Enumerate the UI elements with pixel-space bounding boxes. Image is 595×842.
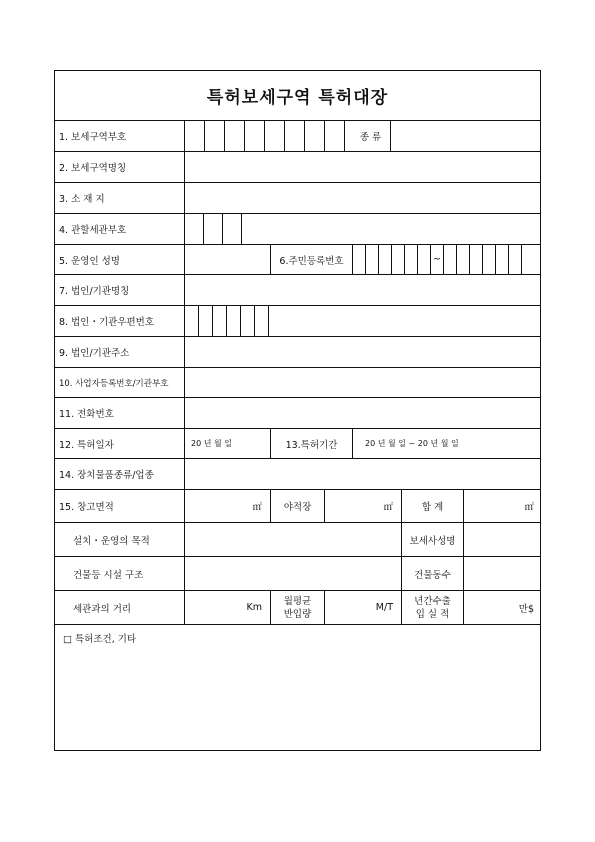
label-bonded-area-name: 2. 보세구역명칭 [55, 152, 185, 182]
patent-register-form [54, 70, 541, 751]
resident-number-box[interactable] [379, 245, 392, 274]
label-phone: 11. 전화번호 [55, 398, 185, 428]
label-location: 3. 소 재 지 [55, 183, 185, 213]
row-corp-postal [55, 306, 540, 337]
label-operator-name: 5. 운영인 성명 [55, 245, 185, 274]
resident-number-separator: ~ [431, 245, 444, 274]
operator-name-field[interactable] [185, 245, 271, 274]
row-purpose [55, 523, 540, 557]
patent-period-field[interactable]: 20 년 월 일 ~ 20 년 월 일 [365, 439, 459, 448]
label-bonded-area-code: 1. 보세구역부호 [55, 121, 185, 151]
code-box[interactable] [205, 121, 225, 151]
label-structure: 건물등 시설 구조 [55, 557, 185, 590]
resident-number-box[interactable] [483, 245, 496, 274]
label-annual-trade [402, 591, 464, 624]
resident-number-box[interactable] [405, 245, 418, 274]
resident-number-box[interactable] [522, 245, 542, 274]
bonded-area-name-field[interactable] [185, 152, 542, 182]
label-yard: 야적장 [271, 490, 325, 522]
code-box[interactable] [325, 121, 345, 151]
goods-type-field[interactable] [185, 459, 542, 489]
resident-number-box[interactable] [496, 245, 509, 274]
label-monthly-inbound [271, 591, 325, 624]
row-corp-name [55, 275, 540, 306]
postal-code-box[interactable] [199, 306, 213, 336]
customs-code-box[interactable] [223, 214, 242, 244]
business-number-field[interactable] [185, 368, 542, 397]
label-monthly-line1: 월평균 [283, 595, 312, 607]
row-structure [55, 557, 540, 591]
row-phone [55, 398, 540, 429]
bonded-officer-field[interactable] [464, 523, 542, 556]
label-resident-number: 6.주민등록번호 [271, 245, 353, 274]
label-corp-name: 7. 법인/기관명칭 [55, 275, 185, 305]
yard-area-field[interactable]: ㎡ [325, 490, 402, 522]
purpose-field[interactable] [185, 523, 402, 556]
distance-field[interactable]: Km [185, 591, 271, 624]
resident-number-box[interactable] [457, 245, 470, 274]
resident-number-box[interactable] [509, 245, 522, 274]
label-building-count: 건물동수 [402, 557, 464, 590]
label-customs-code: 4. 관할세관부호 [55, 214, 185, 244]
row-corp-address [55, 337, 540, 368]
code-box[interactable] [285, 121, 305, 151]
building-count-field[interactable] [464, 557, 542, 590]
resident-number-box[interactable] [353, 245, 366, 274]
label-purpose: 설치・운영의 목적 [55, 523, 185, 556]
code-box[interactable] [305, 121, 325, 151]
code-box[interactable] [245, 121, 265, 151]
row-patent-date [55, 429, 540, 459]
corp-name-field[interactable] [185, 275, 542, 305]
label-monthly-line2: 반입량 [283, 608, 312, 620]
label-annual-line1: 년간수출 [414, 595, 451, 607]
postal-code-box[interactable] [241, 306, 255, 336]
label-distance: 세관과의 거리 [55, 591, 185, 624]
resident-number-box[interactable] [366, 245, 379, 274]
resident-number-box[interactable] [470, 245, 483, 274]
label-total: 합 계 [402, 490, 464, 522]
row-location [55, 183, 540, 214]
row-bonded-area-code [55, 121, 540, 152]
postal-code-box[interactable] [227, 306, 241, 336]
postal-code-box[interactable] [213, 306, 227, 336]
structure-field[interactable] [185, 557, 402, 590]
code-box[interactable] [225, 121, 245, 151]
row-distance [55, 591, 540, 625]
monthly-inbound-field[interactable]: M/T [325, 591, 402, 624]
annual-trade-field[interactable]: 만$ [518, 603, 534, 615]
phone-field[interactable] [185, 398, 542, 428]
postal-code-box[interactable] [185, 306, 199, 336]
location-field[interactable] [185, 183, 542, 213]
code-box[interactable] [185, 121, 205, 151]
corp-address-field[interactable] [185, 337, 542, 367]
label-business-number: 10. 사업자등록번호/기관부호 [55, 368, 185, 397]
notes-label: □ 특허조건, 기타 [63, 634, 137, 645]
label-corp-postal: 8. 법인・기관우편번호 [55, 306, 185, 336]
customs-code-box[interactable] [185, 214, 204, 244]
label-bonded-officer: 보세사성명 [402, 523, 464, 556]
label-patent-period: 13.특허기간 [271, 429, 353, 458]
notes-area[interactable] [55, 625, 540, 750]
row-business-number [55, 368, 540, 398]
resident-number-box[interactable] [418, 245, 431, 274]
row-operator [55, 245, 540, 275]
total-area-field[interactable]: ㎡ [524, 502, 534, 513]
postal-code-box[interactable] [255, 306, 269, 336]
row-customs-code [55, 214, 540, 245]
label-warehouse-area: 15. 창고면적 [55, 490, 185, 522]
code-box[interactable] [265, 121, 285, 151]
patent-date-field[interactable]: 20 년 월 일 [185, 429, 271, 458]
label-patent-date: 12. 특허일자 [55, 429, 185, 458]
row-goods-type [55, 459, 540, 490]
resident-number-box[interactable] [392, 245, 405, 274]
label-kind: 종 류 [351, 121, 391, 151]
label-goods-type: 14. 장치물품종류/업종 [55, 459, 185, 489]
label-annual-line2: 입 실 적 [415, 608, 450, 620]
kind-field[interactable] [391, 121, 542, 151]
resident-number-box[interactable] [444, 245, 457, 274]
customs-code-box[interactable] [204, 214, 223, 244]
row-warehouse-area [55, 490, 540, 523]
warehouse-area-field[interactable]: ㎡ [185, 490, 271, 522]
row-bonded-area-name [55, 152, 540, 183]
label-corp-address: 9. 법인/기관주소 [55, 337, 185, 367]
form-title: 특허보세구역 특허대장 [55, 71, 540, 121]
